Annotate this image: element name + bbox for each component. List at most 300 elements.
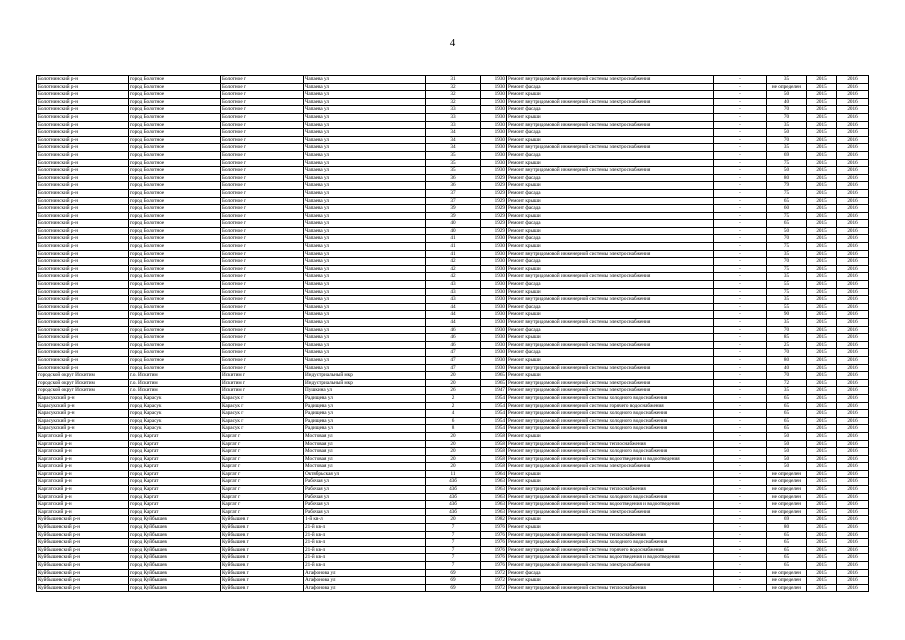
- district-cell: Болотнинский р-н: [37, 341, 129, 349]
- volume-cell: -: [714, 235, 767, 243]
- municipality-cell: город Болотное: [129, 288, 221, 296]
- start-year-cell: 2015: [807, 205, 837, 213]
- build-year-cell: 1930: [481, 326, 507, 334]
- locality-cell: Карасук г: [221, 402, 304, 410]
- build-year-cell: 1930: [481, 144, 507, 152]
- municipality-cell: город Болотное: [129, 258, 221, 266]
- build-year-cell: 1930: [481, 83, 507, 91]
- municipality-cell: город Каргат: [129, 432, 221, 440]
- end-year-cell: 2016: [837, 569, 869, 577]
- table-row: [37, 98, 869, 106]
- table-row: [37, 296, 869, 304]
- street-cell: 21-й кв-л: [304, 554, 426, 562]
- end-year-cell: 2016: [837, 265, 869, 273]
- volume-cell: -: [714, 349, 767, 357]
- build-year-cell: 1930: [481, 303, 507, 311]
- end-year-cell: 2016: [837, 121, 869, 129]
- table-row: [37, 546, 869, 554]
- build-year-cell: 1930: [481, 281, 507, 289]
- start-year-cell: 2015: [807, 379, 837, 387]
- build-year-cell: 1954: [481, 417, 507, 425]
- end-year-cell: 2016: [837, 417, 869, 425]
- municipality-cell: город Болотное: [129, 205, 221, 213]
- volume-cell: -: [714, 341, 767, 349]
- end-year-cell: 2016: [837, 83, 869, 91]
- build-year-cell: 1930: [481, 243, 507, 251]
- house-number-cell: 46: [426, 326, 481, 334]
- table-row: [37, 273, 869, 281]
- work-type-cell: Ремонт крыши: [507, 372, 714, 380]
- street-cell: 21-й кв-л: [304, 524, 426, 532]
- table-row: [37, 288, 869, 296]
- build-year-cell: 1929: [481, 212, 507, 220]
- municipality-cell: город Каргат: [129, 486, 221, 494]
- start-year-cell: 2015: [807, 212, 837, 220]
- locality-cell: Куйбышев г: [221, 577, 304, 585]
- house-number-cell: 20: [426, 463, 481, 471]
- street-cell: Агафонова ул: [304, 577, 426, 585]
- house-number-cell: 41: [426, 243, 481, 251]
- start-year-cell: 2015: [807, 151, 837, 159]
- locality-cell: Куйбышев г: [221, 562, 304, 570]
- end-year-cell: 2016: [837, 341, 869, 349]
- start-year-cell: 2015: [807, 546, 837, 554]
- work-type-cell: Ремонт внутридомовой инженерной системы электроснабжения: [507, 144, 714, 152]
- wear-cell: 35: [767, 250, 807, 258]
- work-type-cell: Ремонт внутридомовой инженерной системы теплоснабжения: [507, 440, 714, 448]
- build-year-cell: 1976: [481, 562, 507, 570]
- work-type-cell: Ремонт внутридомовой инженерной системы электроснабжения: [507, 250, 714, 258]
- wear-cell: 69: [767, 151, 807, 159]
- district-cell: Болотнинский р-н: [37, 167, 129, 175]
- municipality-cell: город Болотное: [129, 265, 221, 273]
- municipality-cell: город Болотное: [129, 356, 221, 364]
- table-row: [37, 129, 869, 137]
- end-year-cell: 2016: [837, 159, 869, 167]
- wear-cell: 65: [767, 554, 807, 562]
- work-type-cell: Ремонт внутридомовой инженерной системы холодного водоснабжения: [507, 394, 714, 402]
- table-row: [37, 356, 869, 364]
- volume-cell: -: [714, 258, 767, 266]
- build-year-cell: 1976: [481, 531, 507, 539]
- volume-cell: -: [714, 364, 767, 372]
- table-row: [37, 197, 869, 205]
- start-year-cell: 2015: [807, 136, 837, 144]
- street-cell: 1-й кв-л: [304, 516, 426, 524]
- build-year-cell: 1929: [481, 182, 507, 190]
- end-year-cell: 2016: [837, 182, 869, 190]
- build-year-cell: 1954: [481, 402, 507, 410]
- wear-cell: 65: [767, 546, 807, 554]
- end-year-cell: 2016: [837, 584, 869, 592]
- volume-cell: -: [714, 425, 767, 433]
- build-year-cell: 1930: [481, 98, 507, 106]
- district-cell: Каргатский р-н: [37, 440, 129, 448]
- page-number: 4: [449, 37, 456, 49]
- wear-cell: 80: [767, 174, 807, 182]
- volume-cell: -: [714, 319, 767, 327]
- work-type-cell: Ремонт внутридомовой инженерной системы электроснабжения: [507, 562, 714, 570]
- end-year-cell: 2016: [837, 394, 869, 402]
- work-type-cell: Ремонт фасада: [507, 106, 714, 114]
- street-cell: Чапаева ул: [304, 334, 426, 342]
- street-cell: Рабочая ул: [304, 493, 426, 501]
- locality-cell: Болотное г: [221, 76, 304, 84]
- work-type-cell: Ремонт внутридомовой инженерной системы электроснабжения: [507, 364, 714, 372]
- table-row: [37, 205, 869, 213]
- house-number-cell: 46: [426, 334, 481, 342]
- wear-cell: не определен: [767, 569, 807, 577]
- build-year-cell: 1930: [481, 235, 507, 243]
- table-row: [37, 448, 869, 456]
- locality-cell: Болотное г: [221, 349, 304, 357]
- end-year-cell: 2016: [837, 478, 869, 486]
- build-year-cell: 1976: [481, 546, 507, 554]
- wear-cell: 70: [767, 136, 807, 144]
- end-year-cell: 2016: [837, 106, 869, 114]
- start-year-cell: 2015: [807, 569, 837, 577]
- locality-cell: Болотное г: [221, 243, 304, 251]
- volume-cell: -: [714, 197, 767, 205]
- locality-cell: Болотное г: [221, 288, 304, 296]
- wear-cell: 50: [767, 227, 807, 235]
- house-number-cell: 32: [426, 91, 481, 99]
- volume-cell: -: [714, 584, 767, 592]
- build-year-cell: 1954: [481, 394, 507, 402]
- build-year-cell: 1963: [481, 493, 507, 501]
- table-row: [37, 281, 869, 289]
- start-year-cell: 2015: [807, 410, 837, 418]
- end-year-cell: 2016: [837, 410, 869, 418]
- district-cell: Болотнинский р-н: [37, 326, 129, 334]
- volume-cell: -: [714, 417, 767, 425]
- build-year-cell: 1929: [481, 189, 507, 197]
- end-year-cell: 2016: [837, 546, 869, 554]
- work-type-cell: Ремонт внутридомовой инженерной системы холодного водоснабжения: [507, 448, 714, 456]
- district-cell: Болотнинский р-н: [37, 273, 129, 281]
- street-cell: Чапаева ул: [304, 349, 426, 357]
- locality-cell: Болотное г: [221, 326, 304, 334]
- locality-cell: Болотное г: [221, 91, 304, 99]
- build-year-cell: 1958: [481, 455, 507, 463]
- district-cell: Болотнинский р-н: [37, 319, 129, 327]
- wear-cell: 50: [767, 440, 807, 448]
- locality-cell: Куйбышев г: [221, 554, 304, 562]
- end-year-cell: 2016: [837, 167, 869, 175]
- volume-cell: -: [714, 470, 767, 478]
- work-type-cell: Ремонт крыши: [507, 577, 714, 585]
- build-year-cell: 1963: [481, 486, 507, 494]
- municipality-cell: город Болотное: [129, 174, 221, 182]
- work-type-cell: Ремонт внутридомовой инженерной системы электроснабжения: [507, 98, 714, 106]
- work-type-cell: Ремонт внутридомовой инженерной системы горячего водоснабжения: [507, 402, 714, 410]
- build-year-cell: 1930: [481, 356, 507, 364]
- work-type-cell: Ремонт крыши: [507, 91, 714, 99]
- end-year-cell: 2016: [837, 129, 869, 137]
- district-cell: Болотнинский р-н: [37, 151, 129, 159]
- build-year-cell: 1976: [481, 554, 507, 562]
- municipality-cell: город Каргат: [129, 501, 221, 509]
- volume-cell: -: [714, 212, 767, 220]
- house-number-cell: 2: [426, 402, 481, 410]
- table-row: [37, 372, 869, 380]
- municipality-cell: город Карасук: [129, 417, 221, 425]
- locality-cell: Куйбышев г: [221, 546, 304, 554]
- district-cell: Болотнинский р-н: [37, 296, 129, 304]
- wear-cell: 72: [767, 379, 807, 387]
- locality-cell: Куйбышев г: [221, 531, 304, 539]
- table-row: [37, 91, 869, 99]
- end-year-cell: 2016: [837, 425, 869, 433]
- build-year-cell: 1972: [481, 569, 507, 577]
- municipality-cell: город Куйбышев: [129, 516, 221, 524]
- build-year-cell: 1930: [481, 167, 507, 175]
- table-row: [37, 425, 869, 433]
- wear-cell: 65: [767, 531, 807, 539]
- municipality-cell: город Куйбышев: [129, 584, 221, 592]
- table-row: [37, 167, 869, 175]
- work-type-cell: Ремонт внутридомовой инженерной системы холодного водоснабжения: [507, 410, 714, 418]
- wear-cell: 35: [767, 76, 807, 84]
- locality-cell: Каргат г: [221, 440, 304, 448]
- repair-schedule-table: [36, 75, 869, 592]
- build-year-cell: 1972: [481, 584, 507, 592]
- wear-cell: не определен: [767, 478, 807, 486]
- district-cell: Болотнинский р-н: [37, 91, 129, 99]
- municipality-cell: город Куйбышев: [129, 524, 221, 532]
- table-row: [37, 113, 869, 121]
- table-row: [37, 455, 869, 463]
- street-cell: 21-й кв-л: [304, 546, 426, 554]
- district-cell: Карасукский р-н: [37, 394, 129, 402]
- build-year-cell: 1929: [481, 197, 507, 205]
- work-type-cell: Ремонт крыши: [507, 356, 714, 364]
- locality-cell: Куйбышев г: [221, 539, 304, 547]
- street-cell: Радищева ул: [304, 417, 426, 425]
- volume-cell: -: [714, 159, 767, 167]
- locality-cell: Болотное г: [221, 227, 304, 235]
- end-year-cell: 2016: [837, 539, 869, 547]
- start-year-cell: 2015: [807, 113, 837, 121]
- table-row: [37, 432, 869, 440]
- work-type-cell: Ремонт внутридомовой инженерной системы электроснабжения: [507, 508, 714, 516]
- locality-cell: Болотное г: [221, 364, 304, 372]
- district-cell: Каргатский р-н: [37, 432, 129, 440]
- wear-cell: 70: [767, 106, 807, 114]
- volume-cell: -: [714, 501, 767, 509]
- locality-cell: Болотное г: [221, 296, 304, 304]
- end-year-cell: 2016: [837, 402, 869, 410]
- municipality-cell: город Болотное: [129, 182, 221, 190]
- municipality-cell: город Болотное: [129, 227, 221, 235]
- wear-cell: 80: [767, 524, 807, 532]
- work-type-cell: Ремонт фасада: [507, 129, 714, 137]
- municipality-cell: город Каргат: [129, 470, 221, 478]
- street-cell: Чапаева ул: [304, 265, 426, 273]
- table-row: [37, 326, 869, 334]
- street-cell: 21-й кв-л: [304, 531, 426, 539]
- table-row: [37, 159, 869, 167]
- street-cell: Чапаева ул: [304, 288, 426, 296]
- wear-cell: 40: [767, 364, 807, 372]
- work-type-cell: Ремонт фасада: [507, 303, 714, 311]
- table-row: [37, 121, 869, 129]
- district-cell: Болотнинский р-н: [37, 258, 129, 266]
- locality-cell: Куйбышев г: [221, 524, 304, 532]
- street-cell: Чапаева ул: [304, 311, 426, 319]
- street-cell: Радищева ул: [304, 410, 426, 418]
- start-year-cell: 2015: [807, 486, 837, 494]
- locality-cell: Болотное г: [221, 129, 304, 137]
- locality-cell: Болотное г: [221, 205, 304, 213]
- street-cell: Чапаева ул: [304, 250, 426, 258]
- district-cell: Куйбышевский р-н: [37, 516, 129, 524]
- start-year-cell: 2015: [807, 273, 837, 281]
- wear-cell: 40: [767, 98, 807, 106]
- district-cell: Куйбышевский р-н: [37, 546, 129, 554]
- locality-cell: Каргат г: [221, 448, 304, 456]
- volume-cell: -: [714, 167, 767, 175]
- district-cell: Болотнинский р-н: [37, 76, 129, 84]
- table-row: [37, 584, 869, 592]
- district-cell: Болотнинский р-н: [37, 136, 129, 144]
- street-cell: Чапаева ул: [304, 220, 426, 228]
- end-year-cell: 2016: [837, 334, 869, 342]
- district-cell: Куйбышевский р-н: [37, 531, 129, 539]
- street-cell: Агафонова ул: [304, 569, 426, 577]
- build-year-cell: 1958: [481, 448, 507, 456]
- start-year-cell: 2015: [807, 174, 837, 182]
- build-year-cell: 1976: [481, 524, 507, 532]
- build-year-cell: 1930: [481, 106, 507, 114]
- end-year-cell: 2016: [837, 531, 869, 539]
- municipality-cell: город Каргат: [129, 478, 221, 486]
- start-year-cell: 2015: [807, 243, 837, 251]
- table-row: [37, 250, 869, 258]
- end-year-cell: 2016: [837, 258, 869, 266]
- wear-cell: 65: [767, 417, 807, 425]
- start-year-cell: 2015: [807, 493, 837, 501]
- wear-cell: не определен: [767, 501, 807, 509]
- street-cell: Чапаева ул: [304, 281, 426, 289]
- house-number-cell: 31: [426, 76, 481, 84]
- wear-cell: 65: [767, 394, 807, 402]
- start-year-cell: 2015: [807, 220, 837, 228]
- district-cell: Болотнинский р-н: [37, 197, 129, 205]
- house-number-cell: 34: [426, 136, 481, 144]
- work-type-cell: Ремонт внутридомовой инженерной системы холодного водоснабжения: [507, 425, 714, 433]
- build-year-cell: 1930: [481, 121, 507, 129]
- street-cell: Чапаева ул: [304, 341, 426, 349]
- municipality-cell: город Каргат: [129, 508, 221, 516]
- street-cell: Чапаева ул: [304, 174, 426, 182]
- table-row: [37, 174, 869, 182]
- municipality-cell: город Карасук: [129, 394, 221, 402]
- house-number-cell: 43: [426, 281, 481, 289]
- house-number-cell: 42: [426, 265, 481, 273]
- work-type-cell: Ремонт крыши: [507, 311, 714, 319]
- start-year-cell: 2015: [807, 334, 837, 342]
- district-cell: Куйбышевский р-н: [37, 569, 129, 577]
- table-row: [37, 136, 869, 144]
- locality-cell: Каргат г: [221, 478, 304, 486]
- start-year-cell: 2015: [807, 584, 837, 592]
- house-number-cell: 44: [426, 311, 481, 319]
- district-cell: Каргатский р-н: [37, 486, 129, 494]
- table-row: [37, 303, 869, 311]
- start-year-cell: 2015: [807, 372, 837, 380]
- start-year-cell: 2015: [807, 341, 837, 349]
- locality-cell: Болотное г: [221, 235, 304, 243]
- start-year-cell: 2015: [807, 440, 837, 448]
- municipality-cell: город Куйбышев: [129, 577, 221, 585]
- start-year-cell: 2015: [807, 524, 837, 532]
- street-cell: Чапаева ул: [304, 319, 426, 327]
- house-number-cell: 34: [426, 144, 481, 152]
- district-cell: Болотнинский р-н: [37, 212, 129, 220]
- table-row: [37, 577, 869, 585]
- end-year-cell: 2016: [837, 189, 869, 197]
- volume-cell: -: [714, 227, 767, 235]
- start-year-cell: 2015: [807, 91, 837, 99]
- wear-cell: 75: [767, 212, 807, 220]
- work-type-cell: Ремонт внутридомовой инженерной системы водоотведения и водоотведения: [507, 455, 714, 463]
- build-year-cell: 1963: [481, 478, 507, 486]
- volume-cell: -: [714, 243, 767, 251]
- volume-cell: -: [714, 455, 767, 463]
- wear-cell: 50: [767, 129, 807, 137]
- wear-cell: 25: [767, 341, 807, 349]
- house-number-cell: 11: [426, 470, 481, 478]
- start-year-cell: 2015: [807, 394, 837, 402]
- municipality-cell: город Карасук: [129, 410, 221, 418]
- build-year-cell: 1930: [481, 151, 507, 159]
- table-row: [37, 235, 869, 243]
- street-cell: Рабочая ул: [304, 501, 426, 509]
- locality-cell: Болотное г: [221, 113, 304, 121]
- district-cell: Болотнинский р-н: [37, 144, 129, 152]
- end-year-cell: 2016: [837, 356, 869, 364]
- locality-cell: Болотное г: [221, 220, 304, 228]
- locality-cell: Каргат г: [221, 463, 304, 471]
- start-year-cell: 2015: [807, 478, 837, 486]
- house-number-cell: 46: [426, 341, 481, 349]
- end-year-cell: 2016: [837, 349, 869, 357]
- locality-cell: Болотное г: [221, 334, 304, 342]
- municipality-cell: город Болотное: [129, 113, 221, 121]
- build-year-cell: 1958: [481, 432, 507, 440]
- work-type-cell: Ремонт фасада: [507, 220, 714, 228]
- volume-cell: -: [714, 265, 767, 273]
- work-type-cell: Ремонт фасада: [507, 174, 714, 182]
- wear-cell: 55: [767, 281, 807, 289]
- volume-cell: -: [714, 311, 767, 319]
- district-cell: Болотнинский р-н: [37, 98, 129, 106]
- street-cell: Чапаева ул: [304, 303, 426, 311]
- street-cell: Мостовая ул: [304, 463, 426, 471]
- house-number-cell: 36: [426, 174, 481, 182]
- district-cell: Болотнинский р-н: [37, 121, 129, 129]
- work-type-cell: Ремонт внутридомовой инженерной системы электроснабжения: [507, 387, 714, 395]
- locality-cell: Искитим г: [221, 379, 304, 387]
- municipality-cell: город Болотное: [129, 129, 221, 137]
- table-row: [37, 531, 869, 539]
- start-year-cell: 2015: [807, 356, 837, 364]
- house-number-cell: 20: [426, 432, 481, 440]
- volume-cell: -: [714, 220, 767, 228]
- house-number-cell: 33: [426, 121, 481, 129]
- house-number-cell: 36: [426, 182, 481, 190]
